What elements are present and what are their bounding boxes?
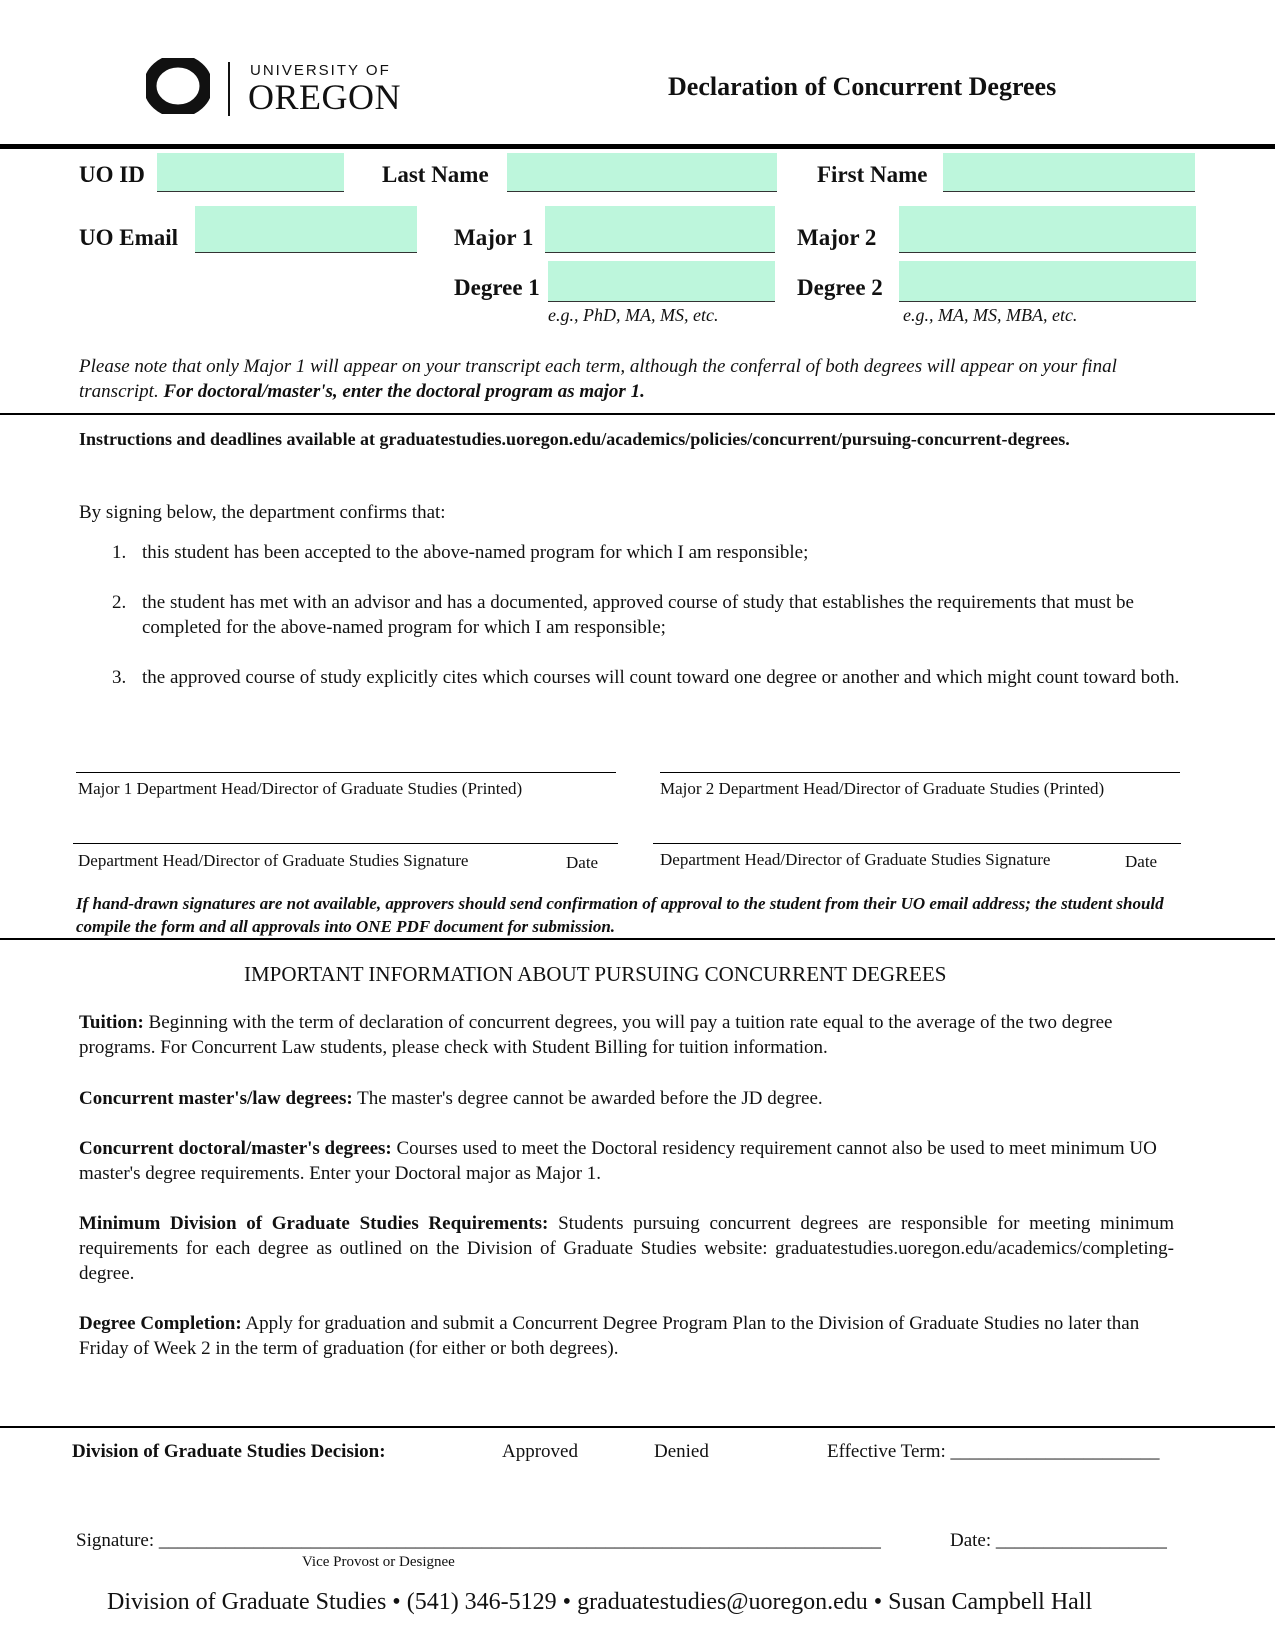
major1-signature-line[interactable]: [73, 843, 618, 844]
major1-date-label: Date: [566, 853, 599, 872]
confirm-item-number: 2.: [112, 592, 127, 613]
header-divider: [0, 144, 1275, 149]
major2-signature-label: Department Head/Director of Graduate Studies Signature: [660, 850, 1051, 869]
uo-id-label: UO ID: [79, 162, 145, 187]
doctoral-paragraph: [79, 1136, 1174, 1186]
degree2-hint: e.g., MA, MS, MBA, etc.: [903, 305, 1078, 325]
footer-contact: Division of Graduate Studies • (541) 346-5129 • graduatestudies@uoregon.edu • Susan Campbell Hall: [107, 1589, 1093, 1615]
uo-email-field[interactable]: [195, 206, 417, 253]
completion-text: Apply for graduation and submit a Concurrent Degree Program Plan to the Division of Graduate Studies no later than Friday of Week 2 in the term of graduation (for either or both degrees).: [79, 1313, 1140, 1359]
decision-date-field[interactable]: Date: __________________: [950, 1530, 1167, 1551]
vice-provost-label: Vice Provost or Designee: [302, 1554, 455, 1570]
major2-label: Major 2: [797, 225, 877, 250]
decision-denied-option[interactable]: Denied: [654, 1441, 709, 1462]
confirm-item-number: 1.: [112, 542, 127, 563]
major1-label: Major 1: [454, 225, 534, 250]
confirm-item-number: 3.: [112, 667, 127, 688]
transcript-note-text: Please note that only Major 1 will appear on your transcript each term, although the conferral of both degrees will appear on your final transcript.: [79, 356, 1117, 402]
first-name-label: First Name: [817, 162, 928, 187]
decision-divider: [0, 1426, 1275, 1428]
confirm-item: [112, 540, 1182, 565]
major2-printed-line[interactable]: [660, 772, 1180, 773]
degree-completion-paragraph: [79, 1311, 1174, 1361]
tuition-text: Beginning with the term of declaration of concurrent degrees, you will pay a tuition rate equal to the average of the two degree programs. For Concurrent Law students, please check with Student Billing for tuition information.: [79, 1012, 1113, 1058]
decision-approved-option[interactable]: Approved: [502, 1441, 578, 1462]
major1-signature-label: Department Head/Director of Graduate Studies Signature: [78, 851, 469, 870]
transcript-note-bold: For doctoral/master's, enter the doctoral program as major 1.: [163, 381, 645, 402]
instructions-link-text: Instructions and deadlines available at graduatestudies.uoregon.edu/academics/policies/concurrent/pursuing-concurrent-degrees.: [79, 429, 1070, 449]
signature-warning: If hand-drawn signatures are not available, approvers should send confirmation of approval to the student from their UO email address; the student should compile the form and all approvals into ONE PDF document for submission.: [76, 894, 1164, 936]
logo-oregon: OREGON: [248, 77, 401, 117]
uo-id-field[interactable]: [157, 153, 344, 192]
confirm-item: [112, 590, 1182, 640]
degree2-field[interactable]: [899, 261, 1196, 302]
decision-label: Division of Graduate Studies Decision:: [72, 1441, 386, 1462]
degree1-label: Degree 1: [454, 275, 540, 300]
doctoral-label: Concurrent doctoral/master's degrees:: [79, 1138, 392, 1159]
tuition-label: Tuition:: [79, 1012, 144, 1033]
first-name-field[interactable]: [943, 153, 1195, 192]
doctoral-text: Courses used to meet the Doctoral residency requirement cannot also be used to meet minimum UO master's degree requirements. Enter your Doctoral major as Major 1.: [79, 1138, 1157, 1184]
last-name-label: Last Name: [382, 162, 489, 187]
major1-field[interactable]: [545, 206, 775, 253]
logo-university-of: UNIVERSITY OF: [250, 62, 391, 79]
university-o-logo-icon: [146, 58, 210, 114]
degree1-hint: e.g., PhD, MA, MS, etc.: [548, 305, 719, 325]
minimum-label: Minimum Division of Graduate Studies Requirements:: [79, 1213, 549, 1234]
major1-printed-label: Major 1 Department Head/Director of Graduate Studies (Printed): [78, 779, 523, 798]
section-divider: [0, 938, 1275, 940]
major2-field[interactable]: [899, 206, 1196, 253]
confirm-intro: By signing below, the department confirms that:: [79, 502, 446, 523]
last-name-field[interactable]: [507, 153, 777, 192]
law-paragraph: [79, 1086, 1174, 1111]
confirm-item-text: the student has met with an advisor and has a documented, approved course of study that establishes the requirements that must be completed for the above-named program for which I am responsible;: [142, 592, 1134, 638]
major2-signature-line[interactable]: [653, 843, 1181, 844]
page-title: Declaration of Concurrent Degrees: [668, 72, 1057, 101]
transcript-note: [79, 354, 1199, 404]
law-text: The master's degree cannot be awarded before the JD degree.: [357, 1088, 823, 1109]
degree1-field[interactable]: [548, 261, 775, 302]
confirm-item: [112, 665, 1182, 690]
major2-printed-label: Major 2 Department Head/Director of Graduate Studies (Printed): [660, 779, 1105, 798]
minimum-requirements-paragraph: [79, 1211, 1174, 1286]
tuition-paragraph: [79, 1010, 1174, 1060]
uo-email-label: UO Email: [79, 225, 179, 250]
important-info-heading: IMPORTANT INFORMATION ABOUT PURSUING CONCURRENT DEGREES: [244, 962, 947, 986]
degree2-label: Degree 2: [797, 275, 883, 300]
law-label: Concurrent master's/law degrees:: [79, 1088, 353, 1109]
logo-divider: [228, 62, 230, 116]
effective-term-field[interactable]: Effective Term: ______________________: [827, 1441, 1160, 1462]
completion-label: Degree Completion:: [79, 1313, 242, 1334]
section-divider: [0, 413, 1275, 415]
major2-date-label: Date: [1125, 852, 1158, 871]
dean-signature-field[interactable]: Signature: ____________________________________________________________________________: [76, 1530, 881, 1551]
major1-printed-line[interactable]: [76, 772, 616, 773]
confirm-item-text: this student has been accepted to the above-named program for which I am responsible;: [142, 542, 809, 563]
minimum-text: Students pursuing concurrent degrees are responsible for meeting minimum requirements for each degree as outlined on the Division of Graduate Studies website: graduatestudies.uoregon.edu/academics/completing-degree.: [79, 1213, 1174, 1284]
confirm-item-text: the approved course of study explicitly cites which courses will count toward one degree or another and which might count toward both.: [142, 667, 1180, 688]
